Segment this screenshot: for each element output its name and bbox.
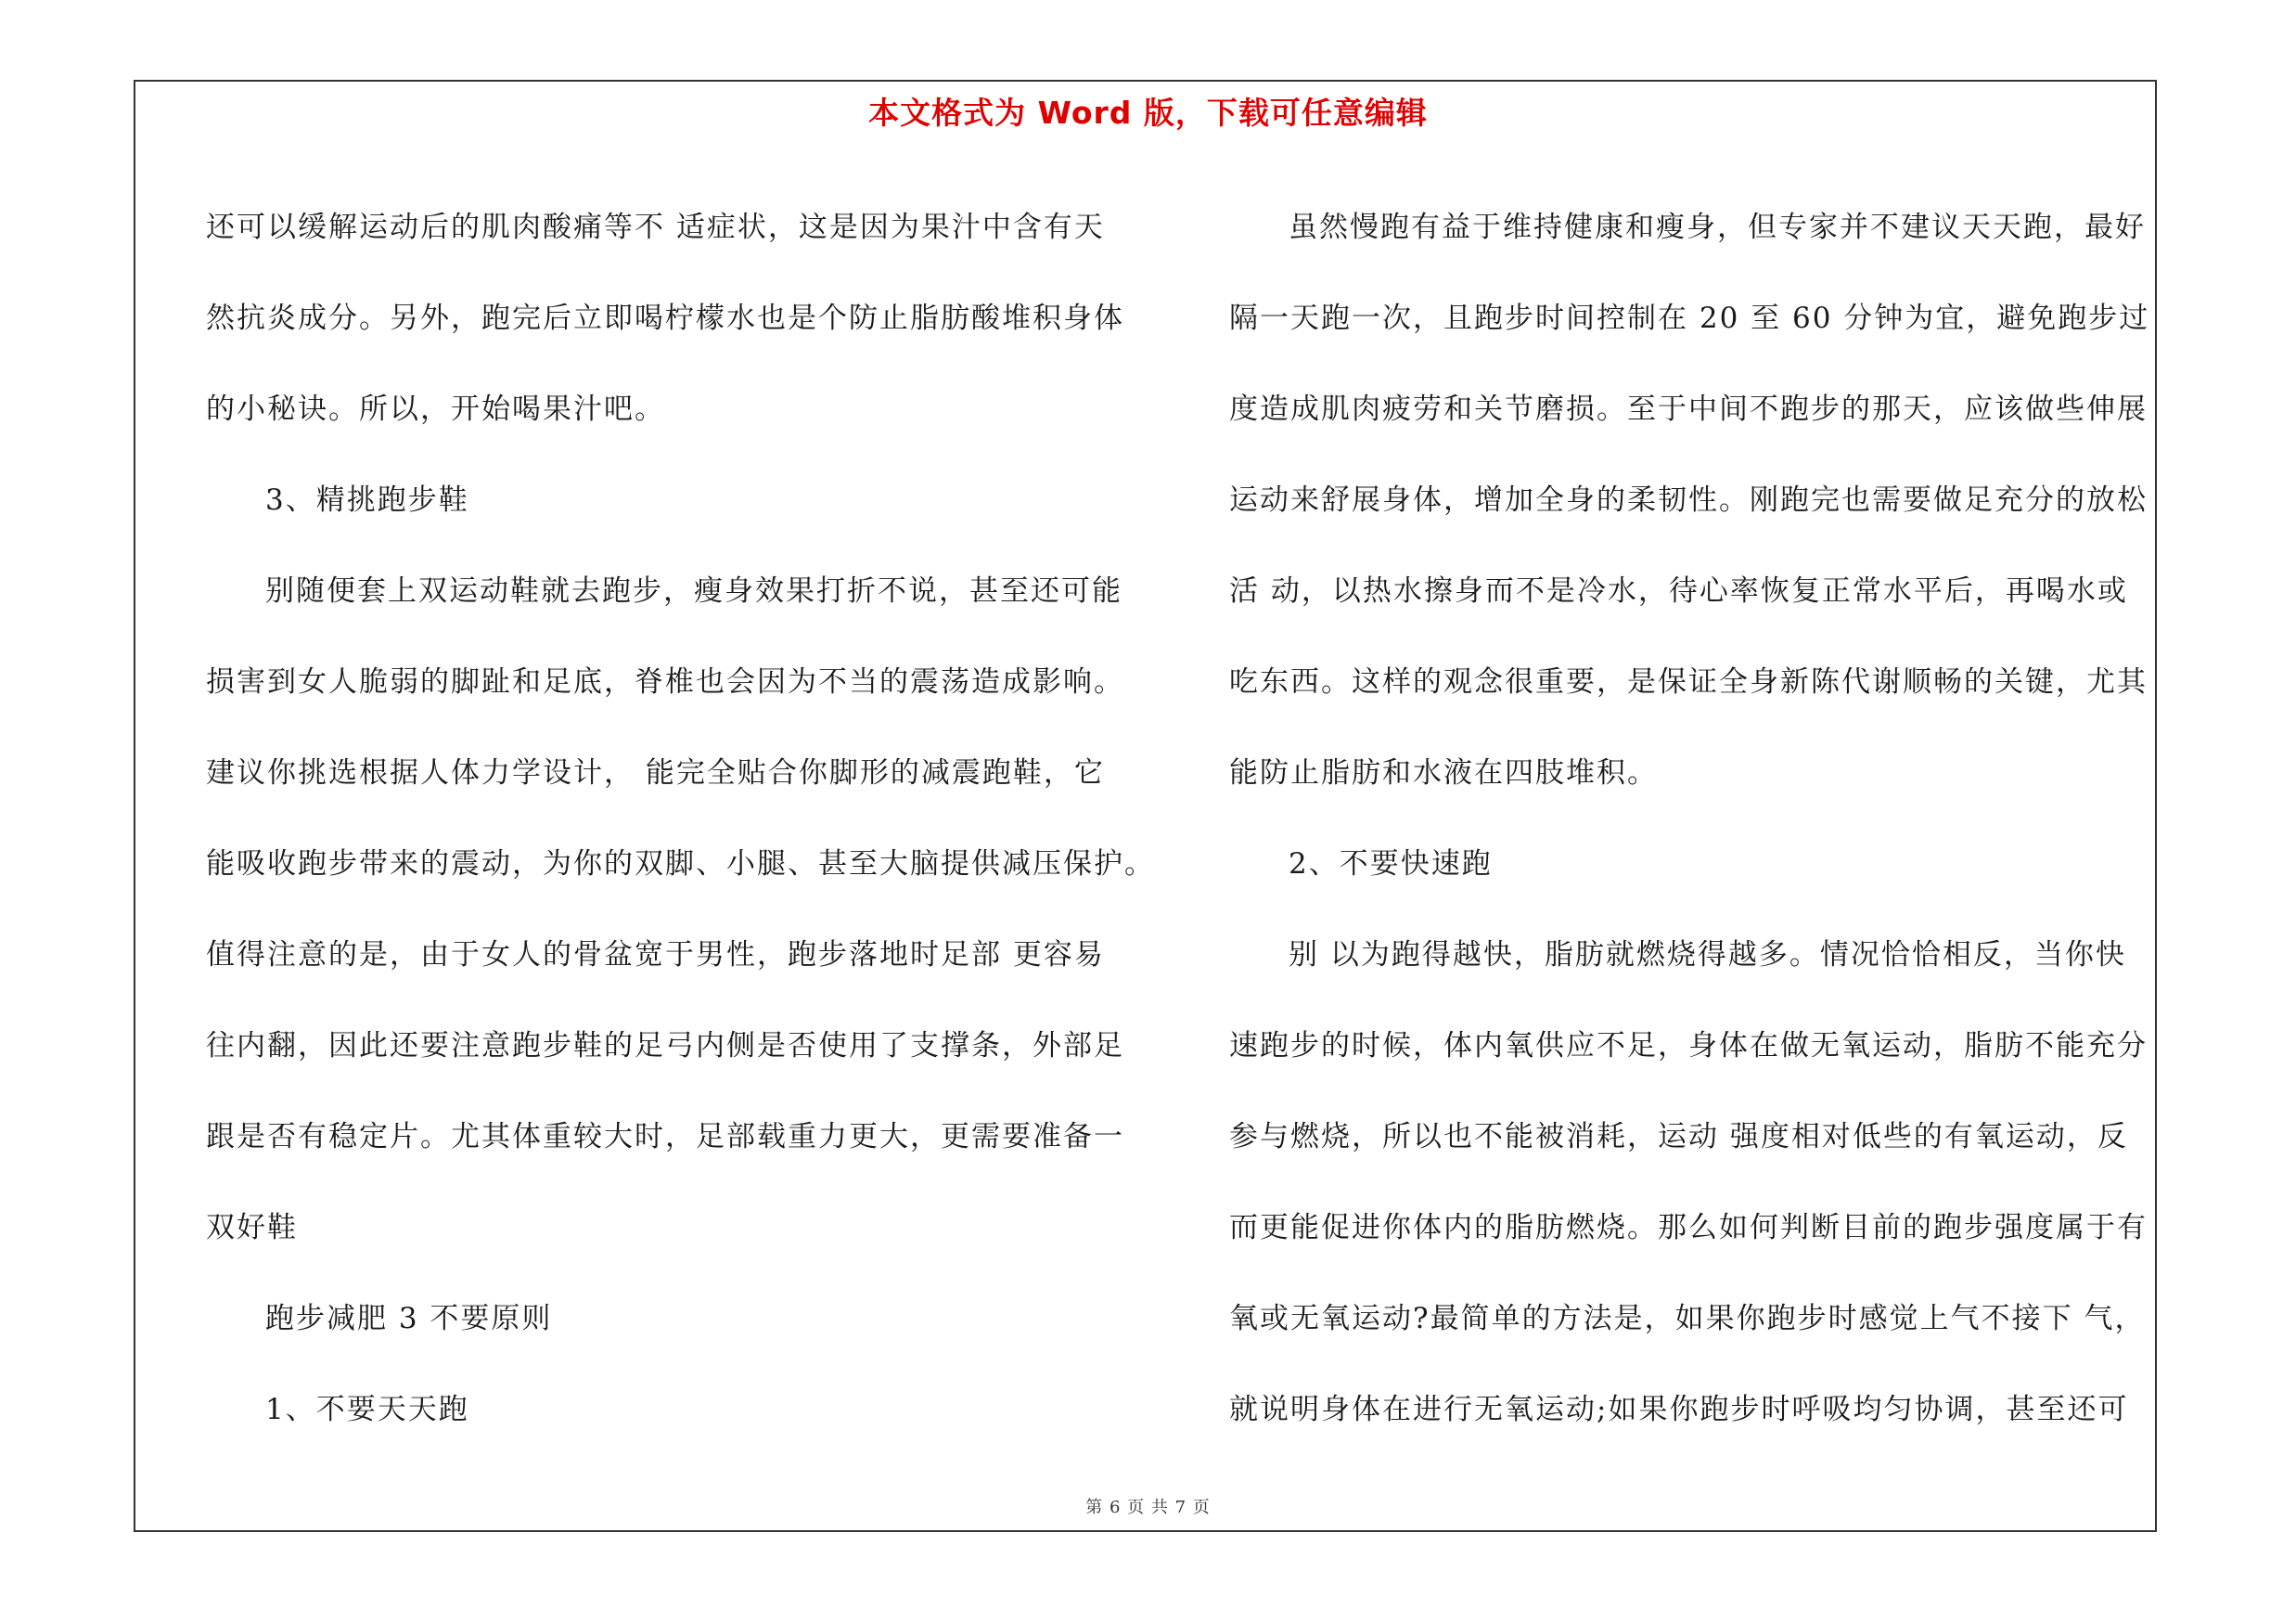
- left-column: [206, 182, 1155, 1455]
- paragraph-line: 双好鞋: [206, 1211, 298, 1244]
- right-column: [1229, 182, 2166, 1455]
- paragraph-line: 虽然慢跑有益于维持健康和瘦身，但专家并不建议天天跑，最好: [1289, 211, 2146, 244]
- paragraph-line: 度造成肌肉疲劳和关节磨损。至于中间不跑步的那天，应该做些伸展: [1229, 393, 2148, 426]
- paragraph-line: 速跑步的时候，体内氧供应不足，身体在做无氧运动，脂肪不能充分: [1229, 1029, 2148, 1063]
- page-number-footer: 第 6 页 共 7 页: [1085, 1498, 1211, 1517]
- section-heading: 跑步减肥 3 不要原则: [265, 1302, 553, 1335]
- paragraph-line: 往内翻，因此还要注意跑步鞋的足弓内侧是否使用了支撑条，外部足: [206, 1029, 1124, 1063]
- paragraph-line: 还可以缓解运动后的肌肉酸痛等不 适症状，这是因为果汁中含有天: [206, 211, 1105, 244]
- section-heading: 3、精挑跑步鞋: [265, 483, 469, 517]
- paragraph-line: 隔一天跑一次，且跑步时间控制在 20 至 60 分钟为宜，避免跑步过: [1229, 302, 2150, 335]
- paragraph-line: 活 动，以热水擦身而不是冷水，待心率恢复正常水平后，再喝水或: [1229, 574, 2128, 608]
- paragraph-line: 别随便套上双运动鞋就去跑步，瘦身效果打折不说，甚至还可能: [265, 574, 1122, 608]
- document-banner: 本文格式为 Word 版，下载可任意编辑: [868, 95, 1428, 131]
- paragraph-line: 氧或无氧运动?最简单的方法是，如果你跑步时感觉上气不接下 气，: [1229, 1302, 2146, 1335]
- section-heading: 2、不要快速跑: [1289, 847, 1493, 881]
- paragraph-line: 然抗炎成分。另外，跑完后立即喝柠檬水也是个防止脂肪酸堆积身体: [206, 302, 1124, 335]
- paragraph-line: 参与燃烧，所以也不能被消耗，运动 强度相对低些的有氧运动，反: [1229, 1120, 2128, 1153]
- paragraph-line: 能吸收跑步带来的震动，为你的双脚、小腿、甚至大脑提供减压保护。: [206, 847, 1155, 881]
- paragraph-line: 吃东西。这样的观念很重要，是保证全身新陈代谢顺畅的关键，尤其: [1229, 665, 2148, 699]
- paragraph-line: 的小秘诀。所以，开始喝果汁吧。: [206, 393, 665, 426]
- paragraph-line: 值得注意的是，由于女人的骨盆宽于男性，跑步落地时足部 更容易: [206, 938, 1105, 972]
- section-heading: 1、不要天天跑: [265, 1393, 469, 1426]
- paragraph-line: 就说明身体在进行无氧运动;如果你跑步时呼吸均匀协调，甚至还可: [1229, 1393, 2129, 1426]
- paragraph-line: 损害到女人脆弱的脚趾和足底，脊椎也会因为不当的震荡造成影响。: [206, 665, 1124, 699]
- paragraph-line: 跟是否有稳定片。尤其体重较大时，足部载重力更大，更需要准备一: [206, 1120, 1124, 1153]
- paragraph-line: 建议你挑选根据人体力学设计， 能完全贴合你脚形的减震跑鞋，它: [206, 756, 1105, 790]
- paragraph-line: 而更能促进你体内的脂肪燃烧。那么如何判断目前的跑步强度属于有: [1229, 1211, 2148, 1244]
- paragraph-line: 别 以为跑得越快，脂肪就燃烧得越多。情况恰恰相反，当你快: [1289, 938, 2126, 972]
- paragraph-line: 能防止脂肪和水液在四肢堆积。: [1229, 756, 1658, 790]
- paragraph-line: 运动来舒展身体，增加全身的柔韧性。刚跑完也需要做足充分的放松: [1229, 483, 2148, 517]
